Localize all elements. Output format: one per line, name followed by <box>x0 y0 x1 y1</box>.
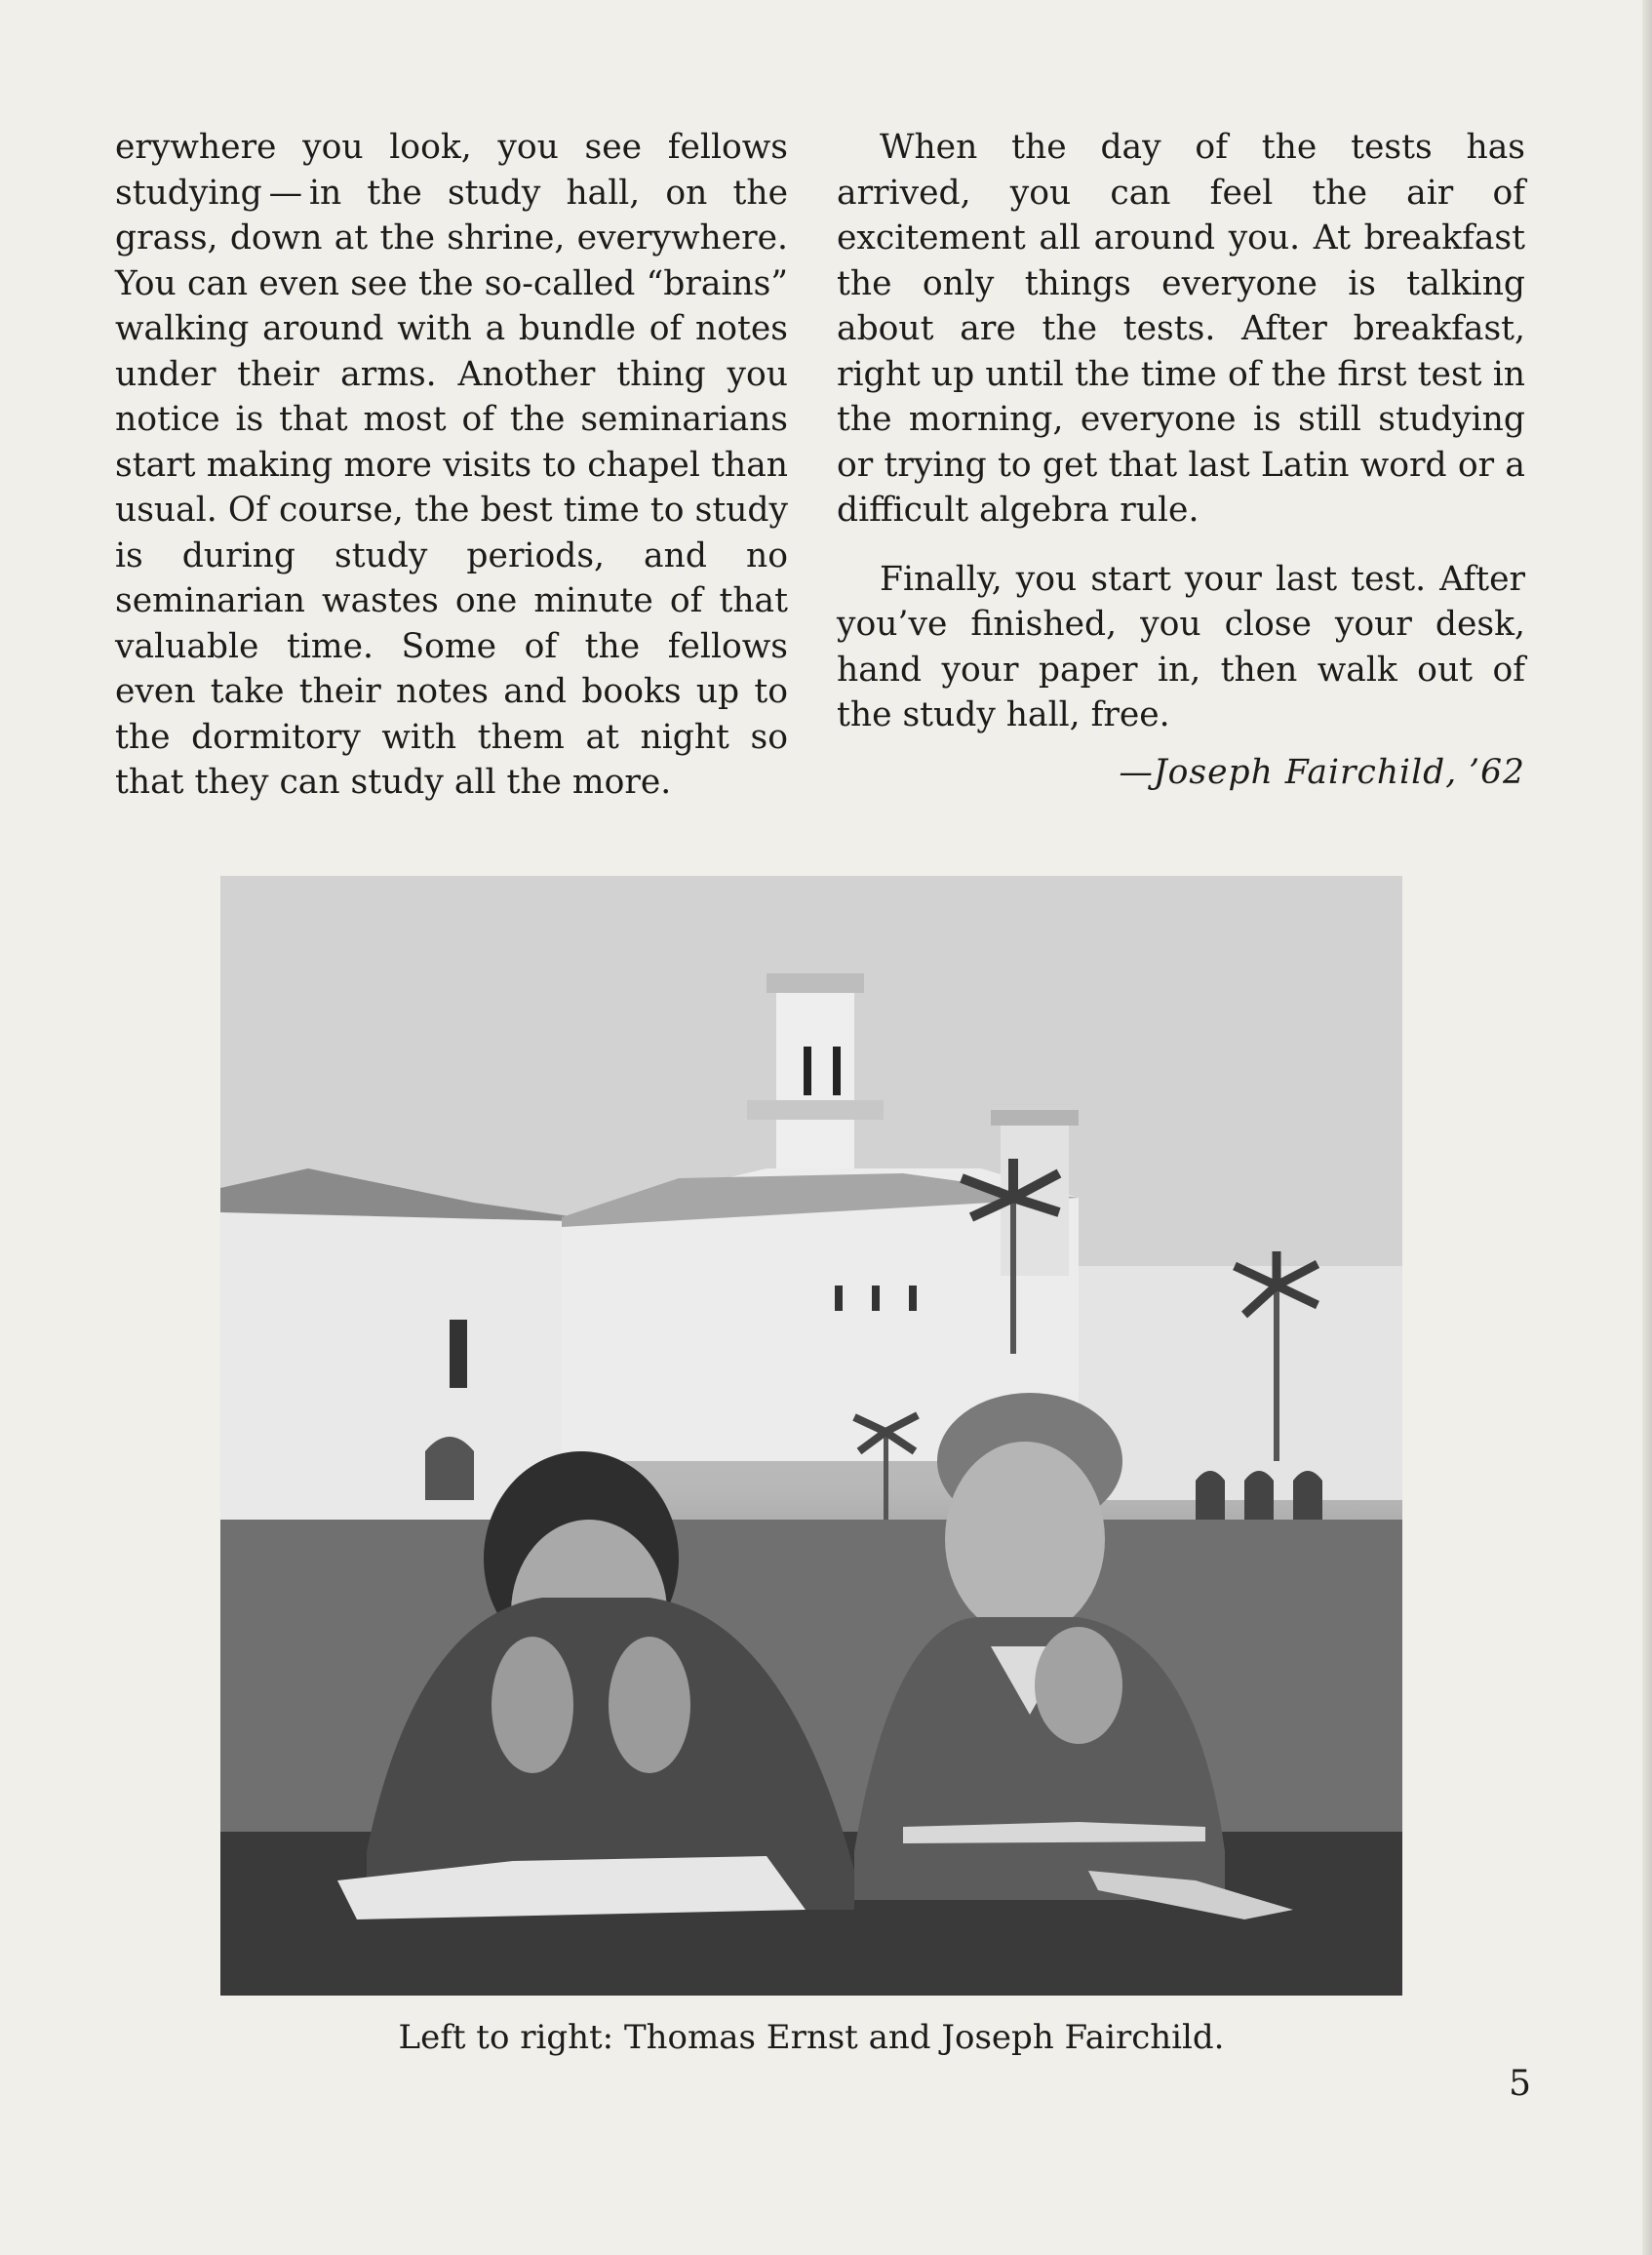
right-paragraph-2: Finally, you start your last test. After you’ve finished, you close your desk, hand your paper in, then walk out of the study hall, free. <box>837 559 1525 734</box>
author-signature: —Joseph Fairchild, ’62 <box>1119 752 1525 792</box>
photo-illustration <box>220 876 1402 1996</box>
left-column-text: erywhere you look, you see fellows studying — in the study hall, on the grass, down at the shrine, everywhere. You can even see the so-called “brains” walking around with a bundle of notes under their arms. Another thing you notice is that most of the seminarians start making more visits to chapel than usual. Of course, the best time to study is during study periods, and no seminarian wastes one minute of that valuable time. Some of the fellows even take their notes and books up to the dormitory with them at night so that they can study all the more. <box>115 128 788 802</box>
page-number: 5 <box>1509 2064 1531 2104</box>
students-photo <box>220 876 1402 1996</box>
article-left-column <box>115 125 788 806</box>
right-paragraph-1: When the day of the tests has arrived, you can feel the air of excitement all around you. At breakfast the only things everyone is talking about are the tests. After breakfast, right up until the time of the first test in the morning, everyone is still studying or trying to get that last Latin word or a difficult algebra rule. <box>837 128 1525 530</box>
page-edge <box>1642 0 1652 2255</box>
article-right-column <box>837 125 1525 795</box>
photo-caption: Left to right: Thomas Ernst and Joseph Fairchild. <box>398 2018 1225 2057</box>
